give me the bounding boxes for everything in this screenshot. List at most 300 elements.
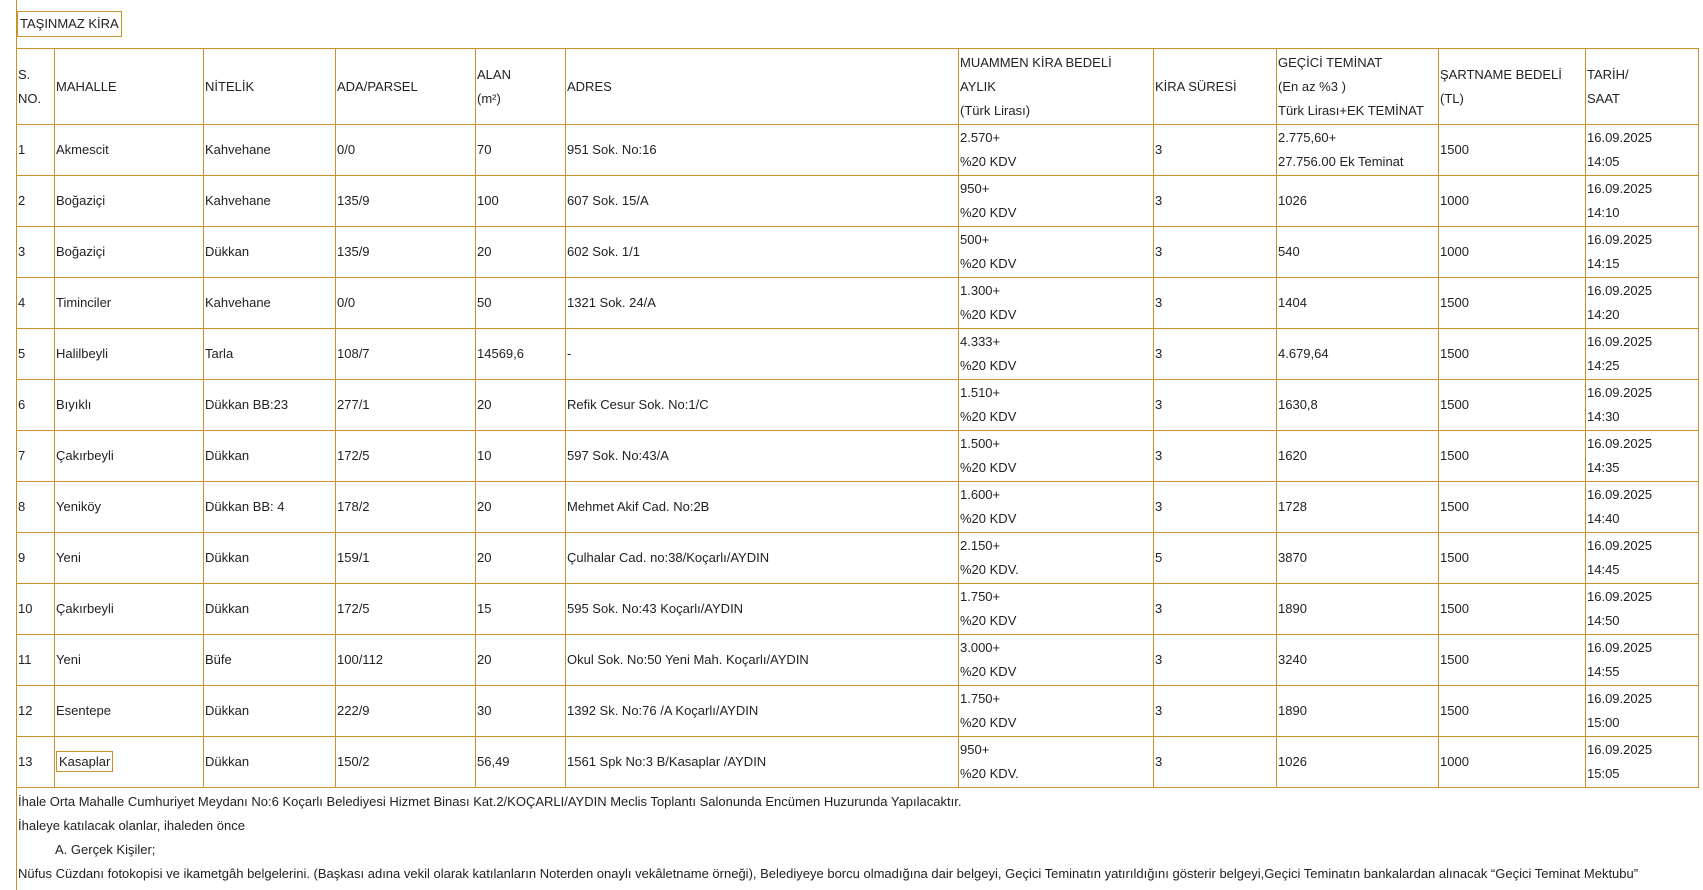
sure-cell (1154, 329, 1277, 380)
cell-text: 597 Sok. No:43/A (567, 448, 669, 463)
cell-text: 10 (477, 448, 492, 463)
teminat-cell (1277, 380, 1439, 431)
mahalle-cell (55, 176, 204, 227)
cell-text: Yeniköy (56, 499, 102, 514)
cell-text: 3 (1155, 397, 1163, 412)
adres-cell (566, 533, 959, 584)
cell-text: 2 (18, 193, 26, 208)
header-line: MAHALLE (56, 78, 117, 94)
cell-line: 1620 (1278, 448, 1307, 463)
nitelik-cell (204, 431, 336, 482)
cell-line: %20 KDV (960, 307, 1017, 322)
cell-text: 70 (477, 142, 492, 157)
cell-text: 1000 (1440, 244, 1469, 259)
cell-text: 15 (477, 601, 492, 616)
cell-text: 1500 (1440, 550, 1469, 565)
kira-cell (959, 329, 1154, 380)
cell-text: Okul Sok. No:50 Yeni Mah. Koçarlı/AYDIN (567, 652, 809, 667)
nitelik-cell (204, 737, 336, 788)
mahalle-cell (55, 482, 204, 533)
cell-text: 8 (18, 499, 26, 514)
cell-line: 1.510+ (960, 385, 1001, 400)
cell-text: 172/5 (337, 448, 370, 463)
cell-line: 16.09.2025 (1587, 742, 1653, 757)
teminat-cell (1277, 584, 1439, 635)
cell-text: Esentepe (56, 703, 111, 718)
table-body (17, 125, 1699, 788)
mahalle-cell (55, 533, 204, 584)
cell-line: %20 KDV (960, 511, 1017, 526)
nitelik-cell (204, 686, 336, 737)
teminat-cell (1277, 737, 1439, 788)
cell-line: %20 KDV (960, 460, 1017, 475)
table-row (17, 125, 1699, 176)
cell-text: Çulhalar Cad. no:38/Koçarlı/AYDIN (567, 550, 770, 565)
cell-text: Kahvehane (205, 142, 271, 157)
row-number (17, 482, 55, 533)
cell-line: 16.09.2025 (1587, 436, 1653, 451)
alan-cell (476, 533, 566, 584)
tarih-cell (1586, 329, 1699, 380)
cell-text: 100 (477, 193, 499, 208)
ada-parsel-cell (336, 686, 476, 737)
row-number (17, 686, 55, 737)
table-row (17, 278, 1699, 329)
ada-parsel-cell (336, 176, 476, 227)
tarih-cell (1586, 635, 1699, 686)
alan-cell (476, 431, 566, 482)
cell-text: 7 (18, 448, 26, 463)
header-line: GEÇİCİ TEMİNAT (1278, 54, 1383, 70)
tarih-cell (1586, 533, 1699, 584)
column-header (1277, 49, 1439, 125)
sartname-cell (1439, 329, 1586, 380)
cell-text: 11 (18, 652, 32, 667)
sure-cell (1154, 635, 1277, 686)
kira-cell (959, 380, 1154, 431)
cell-line: 1026 (1278, 193, 1307, 208)
tarih-cell (1586, 278, 1699, 329)
table-row (17, 686, 1699, 737)
sartname-cell (1439, 533, 1586, 584)
nitelik-cell (204, 278, 336, 329)
alan-cell (476, 686, 566, 737)
adres-cell (566, 380, 959, 431)
kira-cell (959, 125, 1154, 176)
kira-cell (959, 278, 1154, 329)
row-number (17, 584, 55, 635)
sure-cell (1154, 431, 1277, 482)
cell-text: 1500 (1440, 142, 1469, 157)
alan-cell (476, 278, 566, 329)
cell-text: 100/112 (337, 652, 384, 667)
adres-cell (566, 737, 959, 788)
cell-line: 540 (1278, 244, 1300, 259)
table-row (17, 482, 1699, 533)
paragraph-real-persons: A. Gerçek Kişiler; (55, 842, 156, 857)
cell-text: Dükkan (205, 703, 250, 718)
cell-text: Kahvehane (205, 295, 271, 310)
cell-text: 30 (477, 703, 492, 718)
cell-line: %20 KDV (960, 613, 1017, 628)
cell-text: Çakırbeyli (56, 601, 114, 616)
tarih-cell (1586, 737, 1699, 788)
cell-text: 20 (477, 499, 492, 514)
sure-cell (1154, 737, 1277, 788)
kira-cell (959, 686, 1154, 737)
ada-parsel-cell (336, 380, 476, 431)
adres-cell (566, 482, 959, 533)
cell-text: 1500 (1440, 397, 1469, 412)
cell-text: Timinciler (56, 295, 112, 310)
cell-text: 10 (18, 601, 33, 616)
cell-line: 1026 (1278, 754, 1307, 769)
cell-text: 56,49 (477, 754, 510, 769)
tarih-cell (1586, 380, 1699, 431)
header-line: SAAT (1587, 90, 1620, 106)
cell-line: 14:10 (1587, 205, 1620, 220)
cell-line: 14:35 (1587, 460, 1620, 475)
cell-text: 172/5 (337, 601, 370, 616)
cell-line: 16.09.2025 (1587, 130, 1653, 145)
cell-text: Bıyıklı (56, 397, 92, 412)
cell-text: 50 (477, 295, 492, 310)
cell-line: 4.333+ (960, 334, 1001, 349)
cell-text: Dükkan BB:23 (205, 397, 289, 412)
column-header (17, 49, 55, 125)
cell-text: 1321 Sok. 24/A (567, 295, 656, 310)
sure-cell (1154, 482, 1277, 533)
column-header (959, 49, 1154, 125)
cell-line: 16.09.2025 (1587, 538, 1653, 553)
kira-cell (959, 176, 1154, 227)
cell-line: %20 KDV (960, 409, 1017, 424)
ada-parsel-cell (336, 482, 476, 533)
rental-table (16, 48, 1699, 788)
cell-text: 159/1 (337, 550, 370, 565)
alan-cell (476, 737, 566, 788)
cell-text: 13 (18, 754, 33, 769)
cell-text: 3 (1155, 448, 1163, 463)
cell-line: 1890 (1278, 703, 1307, 718)
nitelik-cell (204, 482, 336, 533)
ada-parsel-cell (336, 431, 476, 482)
cell-line: 4.679,64 (1278, 346, 1329, 361)
cell-line: 1.750+ (960, 691, 1001, 706)
header-line: AYLIK (960, 78, 996, 94)
ada-parsel-cell (336, 278, 476, 329)
mahalle-cell (55, 329, 204, 380)
alan-cell (476, 635, 566, 686)
cell-text: Dükkan (205, 448, 250, 463)
row-number (17, 431, 55, 482)
sartname-cell (1439, 227, 1586, 278)
ada-parsel-cell (336, 125, 476, 176)
cell-text: 3 (1155, 142, 1163, 157)
cell-text: 1500 (1440, 448, 1469, 463)
nitelik-cell (204, 329, 336, 380)
cell-text: 595 Sok. No:43 Koçarlı/AYDIN (567, 601, 744, 616)
teminat-cell (1277, 227, 1439, 278)
cell-line: 14:40 (1587, 511, 1620, 526)
cell-line: 500+ (960, 232, 990, 247)
cell-text: Refik Cesur Sok. No:1/C (567, 397, 709, 412)
paragraph-participants: İhaleye katılacak olanlar, ihaleden önce (18, 818, 245, 833)
row-number (17, 329, 55, 380)
cell-text: 135/9 (337, 193, 370, 208)
cell-text: 0/0 (337, 295, 356, 310)
cell-line: 3870 (1278, 550, 1307, 565)
teminat-cell (1277, 482, 1439, 533)
kira-cell (959, 482, 1154, 533)
ada-parsel-cell (336, 227, 476, 278)
cell-text: 20 (477, 244, 492, 259)
ada-parsel-cell (336, 584, 476, 635)
nitelik-cell (204, 584, 336, 635)
column-header (55, 49, 204, 125)
cell-line: 950+ (960, 742, 990, 757)
teminat-cell (1277, 635, 1439, 686)
row-number (17, 125, 55, 176)
cell-text: 5 (1155, 550, 1163, 565)
kira-cell (959, 737, 1154, 788)
mahalle-cell (55, 125, 204, 176)
alan-cell (476, 380, 566, 431)
cell-line: 1890 (1278, 601, 1307, 616)
cell-text: 1 (18, 142, 26, 157)
adres-cell (566, 635, 959, 686)
sartname-cell (1439, 686, 1586, 737)
cell-text: 1500 (1440, 703, 1469, 718)
cell-text: Tarla (205, 346, 234, 361)
cell-text: Boğaziçi (56, 193, 106, 208)
row-number (17, 227, 55, 278)
column-header (1586, 49, 1699, 125)
page-title: TAŞINMAZ KİRA (17, 11, 122, 37)
teminat-cell (1277, 329, 1439, 380)
cell-text: 20 (477, 550, 492, 565)
cell-text: 951 Sok. No:16 (567, 142, 657, 157)
cell-text: 20 (477, 652, 492, 667)
cell-text: 1561 Spk No:3 B/Kasaplar /AYDIN (567, 754, 767, 769)
column-header (1154, 49, 1277, 125)
cell-line: 14:30 (1587, 409, 1620, 424)
cell-text: 3 (18, 244, 26, 259)
kira-cell (959, 533, 1154, 584)
mahalle-cell (55, 380, 204, 431)
teminat-cell (1277, 533, 1439, 584)
cell-line: 14:50 (1587, 613, 1620, 628)
sartname-cell (1439, 737, 1586, 788)
ada-parsel-cell (336, 533, 476, 584)
cell-text: 1500 (1440, 346, 1469, 361)
cell-text: Halilbeyli (56, 346, 109, 361)
teminat-cell (1277, 278, 1439, 329)
cell-text: 607 Sok. 15/A (567, 193, 649, 208)
header-line: S. (18, 66, 31, 82)
row-number (17, 278, 55, 329)
cell-line: 16.09.2025 (1587, 385, 1653, 400)
header-line: NİTELİK (205, 78, 255, 94)
sartname-cell (1439, 431, 1586, 482)
table-row (17, 227, 1699, 278)
adres-cell (566, 278, 959, 329)
cell-text: 3 (1155, 244, 1163, 259)
cell-text: 222/9 (337, 703, 370, 718)
table-row (17, 635, 1699, 686)
cell-line: 16.09.2025 (1587, 640, 1653, 655)
cell-line: 15:05 (1587, 766, 1620, 781)
cell-text: 1500 (1440, 652, 1469, 667)
kira-cell (959, 635, 1154, 686)
sure-cell (1154, 533, 1277, 584)
cell-text: 1392 Sk. No:76 /A Koçarlı/AYDIN (567, 703, 759, 718)
kira-cell (959, 584, 1154, 635)
row-number (17, 533, 55, 584)
cell-text: 12 (18, 703, 33, 718)
cell-text: Boğaziçi (56, 244, 106, 259)
cell-text: Yeni (56, 652, 81, 667)
alan-cell (476, 125, 566, 176)
cell-line: %20 KDV (960, 154, 1017, 169)
cell-line: 16.09.2025 (1587, 283, 1653, 298)
column-header (476, 49, 566, 125)
row-number (17, 380, 55, 431)
sartname-cell (1439, 125, 1586, 176)
cell-text: 3 (1155, 652, 1163, 667)
cell-line: 15:00 (1587, 715, 1620, 730)
teminat-cell (1277, 431, 1439, 482)
table-row (17, 533, 1699, 584)
nitelik-cell (204, 176, 336, 227)
cell-text: 6 (18, 397, 26, 412)
cell-line: 14:05 (1587, 154, 1620, 169)
teminat-cell (1277, 176, 1439, 227)
paragraph-location: İhale Orta Mahalle Cumhuriyet Meydanı No:6 Koçarlı Belediyesi Hizmet Binası Kat.2/KOÇARLI/AYDIN Meclis Toplantı Salonunda Encümen Huzurunda Yapılacaktır. (18, 794, 962, 809)
paragraph-documents: Nüfus Cüzdanı fotokopisi ve ikametgâh belgelerini. (Başkası adına vekil olarak katılanların Noterden onaylı vekâletname örneği), Belediyeye borcu olmadığına dair belgeyi, Geçici Teminatın yatırıldığını gösterir belgeyi,Geçici Teminatın bankalardan alınacak “Geçici Teminat Mektubu” (18, 866, 1639, 881)
cell-line: 950+ (960, 181, 990, 196)
cell-line: %20 KDV. (960, 766, 1019, 781)
adres-cell (566, 227, 959, 278)
cell-text: 4 (18, 295, 26, 310)
mahalle-cell (55, 635, 204, 686)
mahalle-cell (55, 431, 204, 482)
table-row (17, 380, 1699, 431)
header-line: ŞARTNAME BEDELİ (1440, 66, 1562, 82)
column-header (336, 49, 476, 125)
cell-text: 277/1 (337, 397, 370, 412)
tarih-cell (1586, 176, 1699, 227)
adres-cell (566, 584, 959, 635)
cell-text: 20 (477, 397, 492, 412)
cell-text: Çakırbeyli (56, 448, 114, 463)
sartname-cell (1439, 380, 1586, 431)
cell-text: 3 (1155, 754, 1163, 769)
row-number (17, 635, 55, 686)
cell-line: 1728 (1278, 499, 1307, 514)
table-row (17, 431, 1699, 482)
tarih-cell (1586, 227, 1699, 278)
cell-line: 14:55 (1587, 664, 1620, 679)
cell-line: %20 KDV. (960, 562, 1019, 577)
cell-line: 2.570+ (960, 130, 1001, 145)
table-row (17, 737, 1699, 788)
cell-text: 1500 (1440, 499, 1469, 514)
cell-line: %20 KDV (960, 715, 1017, 730)
cell-line: 14:45 (1587, 562, 1620, 577)
header-line: KİRA SÜRESİ (1155, 78, 1237, 94)
ada-parsel-cell (336, 635, 476, 686)
tarih-cell (1586, 431, 1699, 482)
cell-text: 135/9 (337, 244, 370, 259)
cell-text: 178/2 (337, 499, 370, 514)
cell-line: 2.150+ (960, 538, 1001, 553)
cell-text: Kahvehane (205, 193, 271, 208)
header-line: (En az %3 ) (1278, 78, 1346, 94)
cell-line: 16.09.2025 (1587, 232, 1653, 247)
header-line: (TL) (1440, 90, 1464, 106)
cell-text: 1500 (1440, 295, 1469, 310)
cell-line: 1404 (1278, 295, 1307, 310)
nitelik-cell (204, 125, 336, 176)
sure-cell (1154, 686, 1277, 737)
cell-text: Dükkan BB: 4 (205, 499, 285, 514)
cell-line: %20 KDV (960, 205, 1017, 220)
alan-cell (476, 176, 566, 227)
cell-text: 0/0 (337, 142, 356, 157)
alan-cell (476, 482, 566, 533)
cell-text: - (567, 346, 572, 361)
nitelik-cell (204, 533, 336, 584)
kira-cell (959, 431, 1154, 482)
cell-text: 1000 (1440, 193, 1469, 208)
cell-line: 16.09.2025 (1587, 487, 1653, 502)
nitelik-cell (204, 380, 336, 431)
cell-line: 16.09.2025 (1587, 589, 1653, 604)
cell-text: 602 Sok. 1/1 (567, 244, 640, 259)
cell-line: 16.09.2025 (1587, 334, 1653, 349)
tarih-cell (1586, 686, 1699, 737)
sartname-cell (1439, 278, 1586, 329)
table-row (17, 176, 1699, 227)
cell-line: 1.600+ (960, 487, 1001, 502)
mahalle-cell (55, 278, 204, 329)
cell-line: 16.09.2025 (1587, 691, 1653, 706)
alan-cell (476, 329, 566, 380)
cell-line: 3240 (1278, 652, 1307, 667)
row-number (17, 737, 55, 788)
header-line: MUAMMEN KİRA BEDELİ (960, 54, 1112, 70)
alan-cell (476, 584, 566, 635)
cell-text: 3 (1155, 499, 1163, 514)
sure-cell (1154, 278, 1277, 329)
sure-cell (1154, 176, 1277, 227)
alan-cell (476, 227, 566, 278)
cell-text: 3 (1155, 601, 1163, 616)
cell-text: 3 (1155, 703, 1163, 718)
adres-cell (566, 329, 959, 380)
column-header (566, 49, 959, 125)
teminat-cell (1277, 125, 1439, 176)
tarih-cell (1586, 584, 1699, 635)
cell-line: 16.09.2025 (1587, 181, 1653, 196)
tarih-cell (1586, 482, 1699, 533)
ada-parsel-cell (336, 329, 476, 380)
mahalle-cell (55, 737, 204, 788)
cell-line: 27.756.00 Ek Teminat (1278, 154, 1404, 169)
sartname-cell (1439, 176, 1586, 227)
cell-line: 14:20 (1587, 307, 1620, 322)
